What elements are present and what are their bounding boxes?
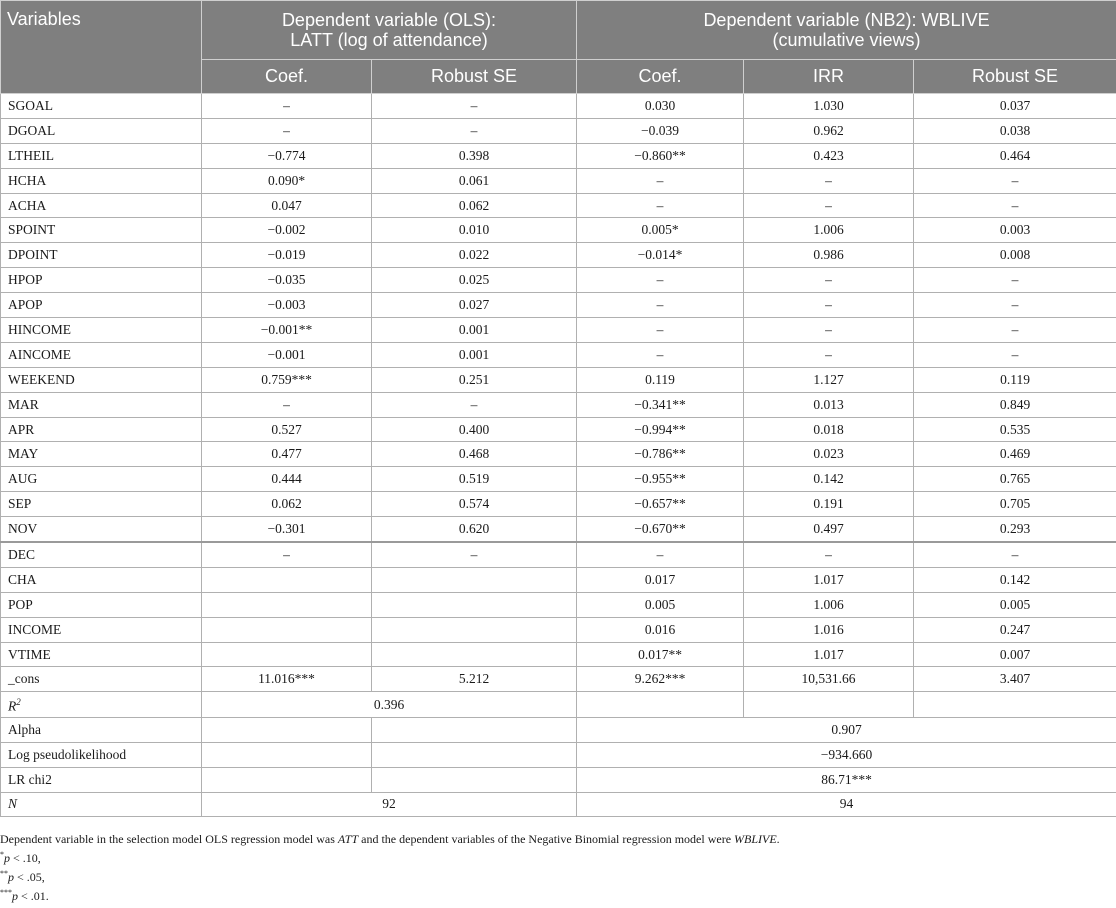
variables-header: Variables xyxy=(1,1,202,94)
ols-coef-cell: 0.062 xyxy=(202,492,372,517)
nb-irr-cell: – xyxy=(744,168,914,193)
ols-coef-cell: −0.774 xyxy=(202,143,372,168)
variable-name: VTIME xyxy=(1,642,202,667)
variable-name: _cons xyxy=(1,667,202,692)
table-row xyxy=(1,243,1116,268)
ols-se-cell: 0.027 xyxy=(372,293,577,318)
ols-se-cell: – xyxy=(372,118,577,143)
nb-irr-cell: 1.006 xyxy=(744,218,914,243)
ols-se-cell: 0.025 xyxy=(372,268,577,293)
loglik-empty xyxy=(372,742,577,767)
nb-se-cell: 0.005 xyxy=(914,592,1116,617)
nb-se-cell: 0.007 xyxy=(914,642,1116,667)
nb-irr-cell: 0.018 xyxy=(744,417,914,442)
nb-coef-cell: – xyxy=(577,168,744,193)
nb-irr-cell: 1.017 xyxy=(744,567,914,592)
ols-se-cell: – xyxy=(372,392,577,417)
stat-row-alpha xyxy=(1,717,1116,742)
table-row xyxy=(1,218,1116,243)
variable-name: ACHA xyxy=(1,193,202,218)
nb-irr-cell: 0.986 xyxy=(744,243,914,268)
variable-name: SPOINT xyxy=(1,218,202,243)
ols-se-cell: 0.061 xyxy=(372,168,577,193)
r2-empty xyxy=(914,692,1116,718)
ols-group-header xyxy=(202,1,577,60)
ols-coef-cell: 0.444 xyxy=(202,467,372,492)
ols-coef-cell: 0.477 xyxy=(202,442,372,467)
nb-coef-cell: −0.670** xyxy=(577,517,744,542)
nb-se-cell: 0.705 xyxy=(914,492,1116,517)
stat-row-n xyxy=(1,792,1116,817)
nb-se-cell: 0.119 xyxy=(914,367,1116,392)
table-row xyxy=(1,342,1116,367)
note-sig-01: ***p < .01. xyxy=(0,888,49,903)
nb-coef-cell: – xyxy=(577,293,744,318)
ols-se-cell: 0.519 xyxy=(372,467,577,492)
ols-se-cell: 0.022 xyxy=(372,243,577,268)
nb-irr-cell: 1.017 xyxy=(744,642,914,667)
table-row xyxy=(1,193,1116,218)
nb-coef-cell: −0.039 xyxy=(577,118,744,143)
nb-coef-cell: −0.994** xyxy=(577,417,744,442)
nb-se-cell: – xyxy=(914,268,1116,293)
nb-coef-cell: −0.786** xyxy=(577,442,744,467)
nb-coef-cell: −0.341** xyxy=(577,392,744,417)
nb-irr-cell: 0.142 xyxy=(744,467,914,492)
variable-name: DEC xyxy=(1,542,202,567)
nb-irr-cell: – xyxy=(744,318,914,343)
column-header-nb-irr: IRR xyxy=(744,60,914,94)
nb-se-cell: 0.464 xyxy=(914,143,1116,168)
r2-empty xyxy=(577,692,744,718)
nb-se-cell: 0.037 xyxy=(914,94,1116,119)
nb-coef-cell: 0.017** xyxy=(577,642,744,667)
nb-coef-cell: 0.119 xyxy=(577,367,744,392)
loglik-label: Log pseudolikelihood xyxy=(1,742,202,767)
loglik-value: −934.660 xyxy=(577,742,1116,767)
stat-row-lr xyxy=(1,767,1116,792)
nb-coef-cell: 0.005* xyxy=(577,218,744,243)
nb-coef-cell: −0.955** xyxy=(577,467,744,492)
table-row xyxy=(1,592,1116,617)
nb-se-cell: – xyxy=(914,318,1116,343)
ols-se-cell: 0.010 xyxy=(372,218,577,243)
ols-se-cell xyxy=(372,617,577,642)
ols-coef-cell: – xyxy=(202,542,372,567)
variable-name: CHA xyxy=(1,567,202,592)
ols-coef-cell: −0.035 xyxy=(202,268,372,293)
nb-group-line2: (cumulative views) xyxy=(772,30,921,50)
nb-se-cell: – xyxy=(914,542,1116,567)
nb-irr-cell: 0.962 xyxy=(744,118,914,143)
table-row xyxy=(1,94,1116,119)
variable-name: POP xyxy=(1,592,202,617)
nb-coef-cell: 0.005 xyxy=(577,592,744,617)
variable-name: DPOINT xyxy=(1,243,202,268)
nb-irr-cell: 1.030 xyxy=(744,94,914,119)
n-label: N xyxy=(1,792,202,817)
note-sig-10: *p < .10, xyxy=(0,850,41,865)
table-row xyxy=(1,642,1116,667)
alpha-empty xyxy=(202,717,372,742)
variable-name: SGOAL xyxy=(1,94,202,119)
variable-name: HCHA xyxy=(1,168,202,193)
ols-se-cell: 0.574 xyxy=(372,492,577,517)
lr-empty xyxy=(372,767,577,792)
nb-se-cell: – xyxy=(914,293,1116,318)
ols-coef-cell: 11.016*** xyxy=(202,667,372,692)
variable-name: SEP xyxy=(1,492,202,517)
variable-name: DGOAL xyxy=(1,118,202,143)
variable-name: AUG xyxy=(1,467,202,492)
variable-name: HPOP xyxy=(1,268,202,293)
ols-coef-cell: 0.047 xyxy=(202,193,372,218)
stat-row-r2 xyxy=(1,692,1116,718)
table-row xyxy=(1,268,1116,293)
nb-se-cell: 0.003 xyxy=(914,218,1116,243)
table-row xyxy=(1,442,1116,467)
table-row xyxy=(1,392,1116,417)
ols-coef-cell: 0.527 xyxy=(202,417,372,442)
nb-coef-cell: – xyxy=(577,318,744,343)
nb-coef-cell: – xyxy=(577,193,744,218)
nb-irr-cell: 1.006 xyxy=(744,592,914,617)
table-body xyxy=(1,94,1116,817)
nb-coef-cell: −0.860** xyxy=(577,143,744,168)
ols-group-line2: LATT (log of attendance) xyxy=(290,30,488,50)
nb-coef-cell: −0.014* xyxy=(577,243,744,268)
nb-se-cell: 0.535 xyxy=(914,417,1116,442)
n-nb-value: 94 xyxy=(577,792,1116,817)
ols-se-cell xyxy=(372,592,577,617)
nb-irr-cell: 1.127 xyxy=(744,367,914,392)
nb-se-cell: 0.008 xyxy=(914,243,1116,268)
lr-empty xyxy=(202,767,372,792)
ols-se-cell: 0.001 xyxy=(372,342,577,367)
note-sig-05: **p < .05, xyxy=(0,869,45,884)
variable-name: INCOME xyxy=(1,617,202,642)
nb-se-cell: 0.142 xyxy=(914,567,1116,592)
nb-coef-cell: – xyxy=(577,542,744,567)
column-header-nb-se: Robust SE xyxy=(914,60,1116,94)
table-row xyxy=(1,367,1116,392)
nb-irr-cell: – xyxy=(744,342,914,367)
ols-coef-cell: 0.759*** xyxy=(202,367,372,392)
ols-se-cell xyxy=(372,567,577,592)
nb-se-cell: – xyxy=(914,193,1116,218)
note-main: Dependent variable in the selection model OLS regression model was ATT and the dependent variables of the Negative Binomial regression model were WBLIVE. xyxy=(0,832,780,846)
ols-coef-cell xyxy=(202,642,372,667)
nb-irr-cell: – xyxy=(744,542,914,567)
r2-empty xyxy=(744,692,914,718)
lr-label: LR chi2 xyxy=(1,767,202,792)
nb-group-header xyxy=(577,1,1116,60)
ols-group-line1: Dependent variable (OLS): xyxy=(281,10,497,30)
nb-irr-cell: – xyxy=(744,193,914,218)
nb-irr-cell: – xyxy=(744,293,914,318)
table-row xyxy=(1,567,1116,592)
nb-irr-cell: 0.023 xyxy=(744,442,914,467)
table-row xyxy=(1,293,1116,318)
table-row xyxy=(1,118,1116,143)
ols-se-cell: 0.398 xyxy=(372,143,577,168)
nb-coef-cell: 0.030 xyxy=(577,94,744,119)
ols-se-cell: 0.400 xyxy=(372,417,577,442)
nb-coef-cell: −0.657** xyxy=(577,492,744,517)
ols-se-cell xyxy=(372,642,577,667)
ols-se-cell: 0.468 xyxy=(372,442,577,467)
table-notes xyxy=(0,830,1110,906)
nb-coef-cell: 0.016 xyxy=(577,617,744,642)
nb-se-cell: 3.407 xyxy=(914,667,1116,692)
nb-irr-cell: 0.497 xyxy=(744,517,914,542)
table-row xyxy=(1,542,1116,567)
ols-coef-cell: −0.301 xyxy=(202,517,372,542)
nb-se-cell: 0.849 xyxy=(914,392,1116,417)
ols-coef-cell: – xyxy=(202,392,372,417)
column-header-ols-se: Robust SE xyxy=(372,60,577,94)
ols-coef-cell: −0.001 xyxy=(202,342,372,367)
ols-coef-cell: – xyxy=(202,118,372,143)
ols-coef-cell: −0.002 xyxy=(202,218,372,243)
nb-irr-cell: 1.016 xyxy=(744,617,914,642)
table-row xyxy=(1,617,1116,642)
variable-name: MAY xyxy=(1,442,202,467)
ols-se-cell: 0.062 xyxy=(372,193,577,218)
nb-se-cell: 0.293 xyxy=(914,517,1116,542)
column-header-nb-coef: Coef. xyxy=(577,60,744,94)
ols-coef-cell xyxy=(202,617,372,642)
nb-se-cell: 0.469 xyxy=(914,442,1116,467)
nb-coef-cell: – xyxy=(577,342,744,367)
r2-value: 0.396 xyxy=(202,692,577,718)
nb-irr-cell: 10,531.66 xyxy=(744,667,914,692)
alpha-value: 0.907 xyxy=(577,717,1116,742)
ols-se-cell: 0.620 xyxy=(372,517,577,542)
nb-se-cell: – xyxy=(914,168,1116,193)
variable-name: APR xyxy=(1,417,202,442)
nb-se-cell: – xyxy=(914,342,1116,367)
variable-name: LTHEIL xyxy=(1,143,202,168)
nb-irr-cell: 0.013 xyxy=(744,392,914,417)
ols-se-cell: 0.001 xyxy=(372,318,577,343)
column-header-ols-coef: Coef. xyxy=(202,60,372,94)
variable-name: MAR xyxy=(1,392,202,417)
ols-se-cell: – xyxy=(372,94,577,119)
nb-se-cell: 0.247 xyxy=(914,617,1116,642)
ols-se-cell: – xyxy=(372,542,577,567)
table-row xyxy=(1,517,1116,542)
loglik-empty xyxy=(202,742,372,767)
nb-irr-cell: 0.423 xyxy=(744,143,914,168)
ols-coef-cell: −0.019 xyxy=(202,243,372,268)
variable-name: NOV xyxy=(1,517,202,542)
ols-coef-cell: −0.003 xyxy=(202,293,372,318)
ols-se-cell: 0.251 xyxy=(372,367,577,392)
ols-coef-cell xyxy=(202,567,372,592)
ols-coef-cell: 0.090* xyxy=(202,168,372,193)
variable-name: HINCOME xyxy=(1,318,202,343)
table-row xyxy=(1,492,1116,517)
nb-se-cell: 0.038 xyxy=(914,118,1116,143)
nb-se-cell: 0.765 xyxy=(914,467,1116,492)
table-row xyxy=(1,667,1116,692)
variable-name: AINCOME xyxy=(1,342,202,367)
nb-coef-cell: 9.262*** xyxy=(577,667,744,692)
table-row xyxy=(1,417,1116,442)
r2-label: $R^2$ xyxy=(1,692,202,718)
nb-coef-cell: – xyxy=(577,268,744,293)
alpha-empty xyxy=(372,717,577,742)
variable-name: WEEKEND xyxy=(1,367,202,392)
lr-value: 86.71*** xyxy=(577,767,1116,792)
table-row xyxy=(1,168,1116,193)
table-row xyxy=(1,318,1116,343)
alpha-label: Alpha xyxy=(1,717,202,742)
stat-row-loglik xyxy=(1,742,1116,767)
ols-coef-cell: −0.001** xyxy=(202,318,372,343)
nb-coef-cell: 0.017 xyxy=(577,567,744,592)
table-row xyxy=(1,143,1116,168)
table-row xyxy=(1,467,1116,492)
variable-name: APOP xyxy=(1,293,202,318)
ols-se-cell: 5.212 xyxy=(372,667,577,692)
nb-irr-cell: – xyxy=(744,268,914,293)
ols-coef-cell xyxy=(202,592,372,617)
nb-group-line1: Dependent variable (NB2): WBLIVE xyxy=(703,10,990,30)
n-ols-value: 92 xyxy=(202,792,577,817)
nb-irr-cell: 0.191 xyxy=(744,492,914,517)
ols-coef-cell: – xyxy=(202,94,372,119)
